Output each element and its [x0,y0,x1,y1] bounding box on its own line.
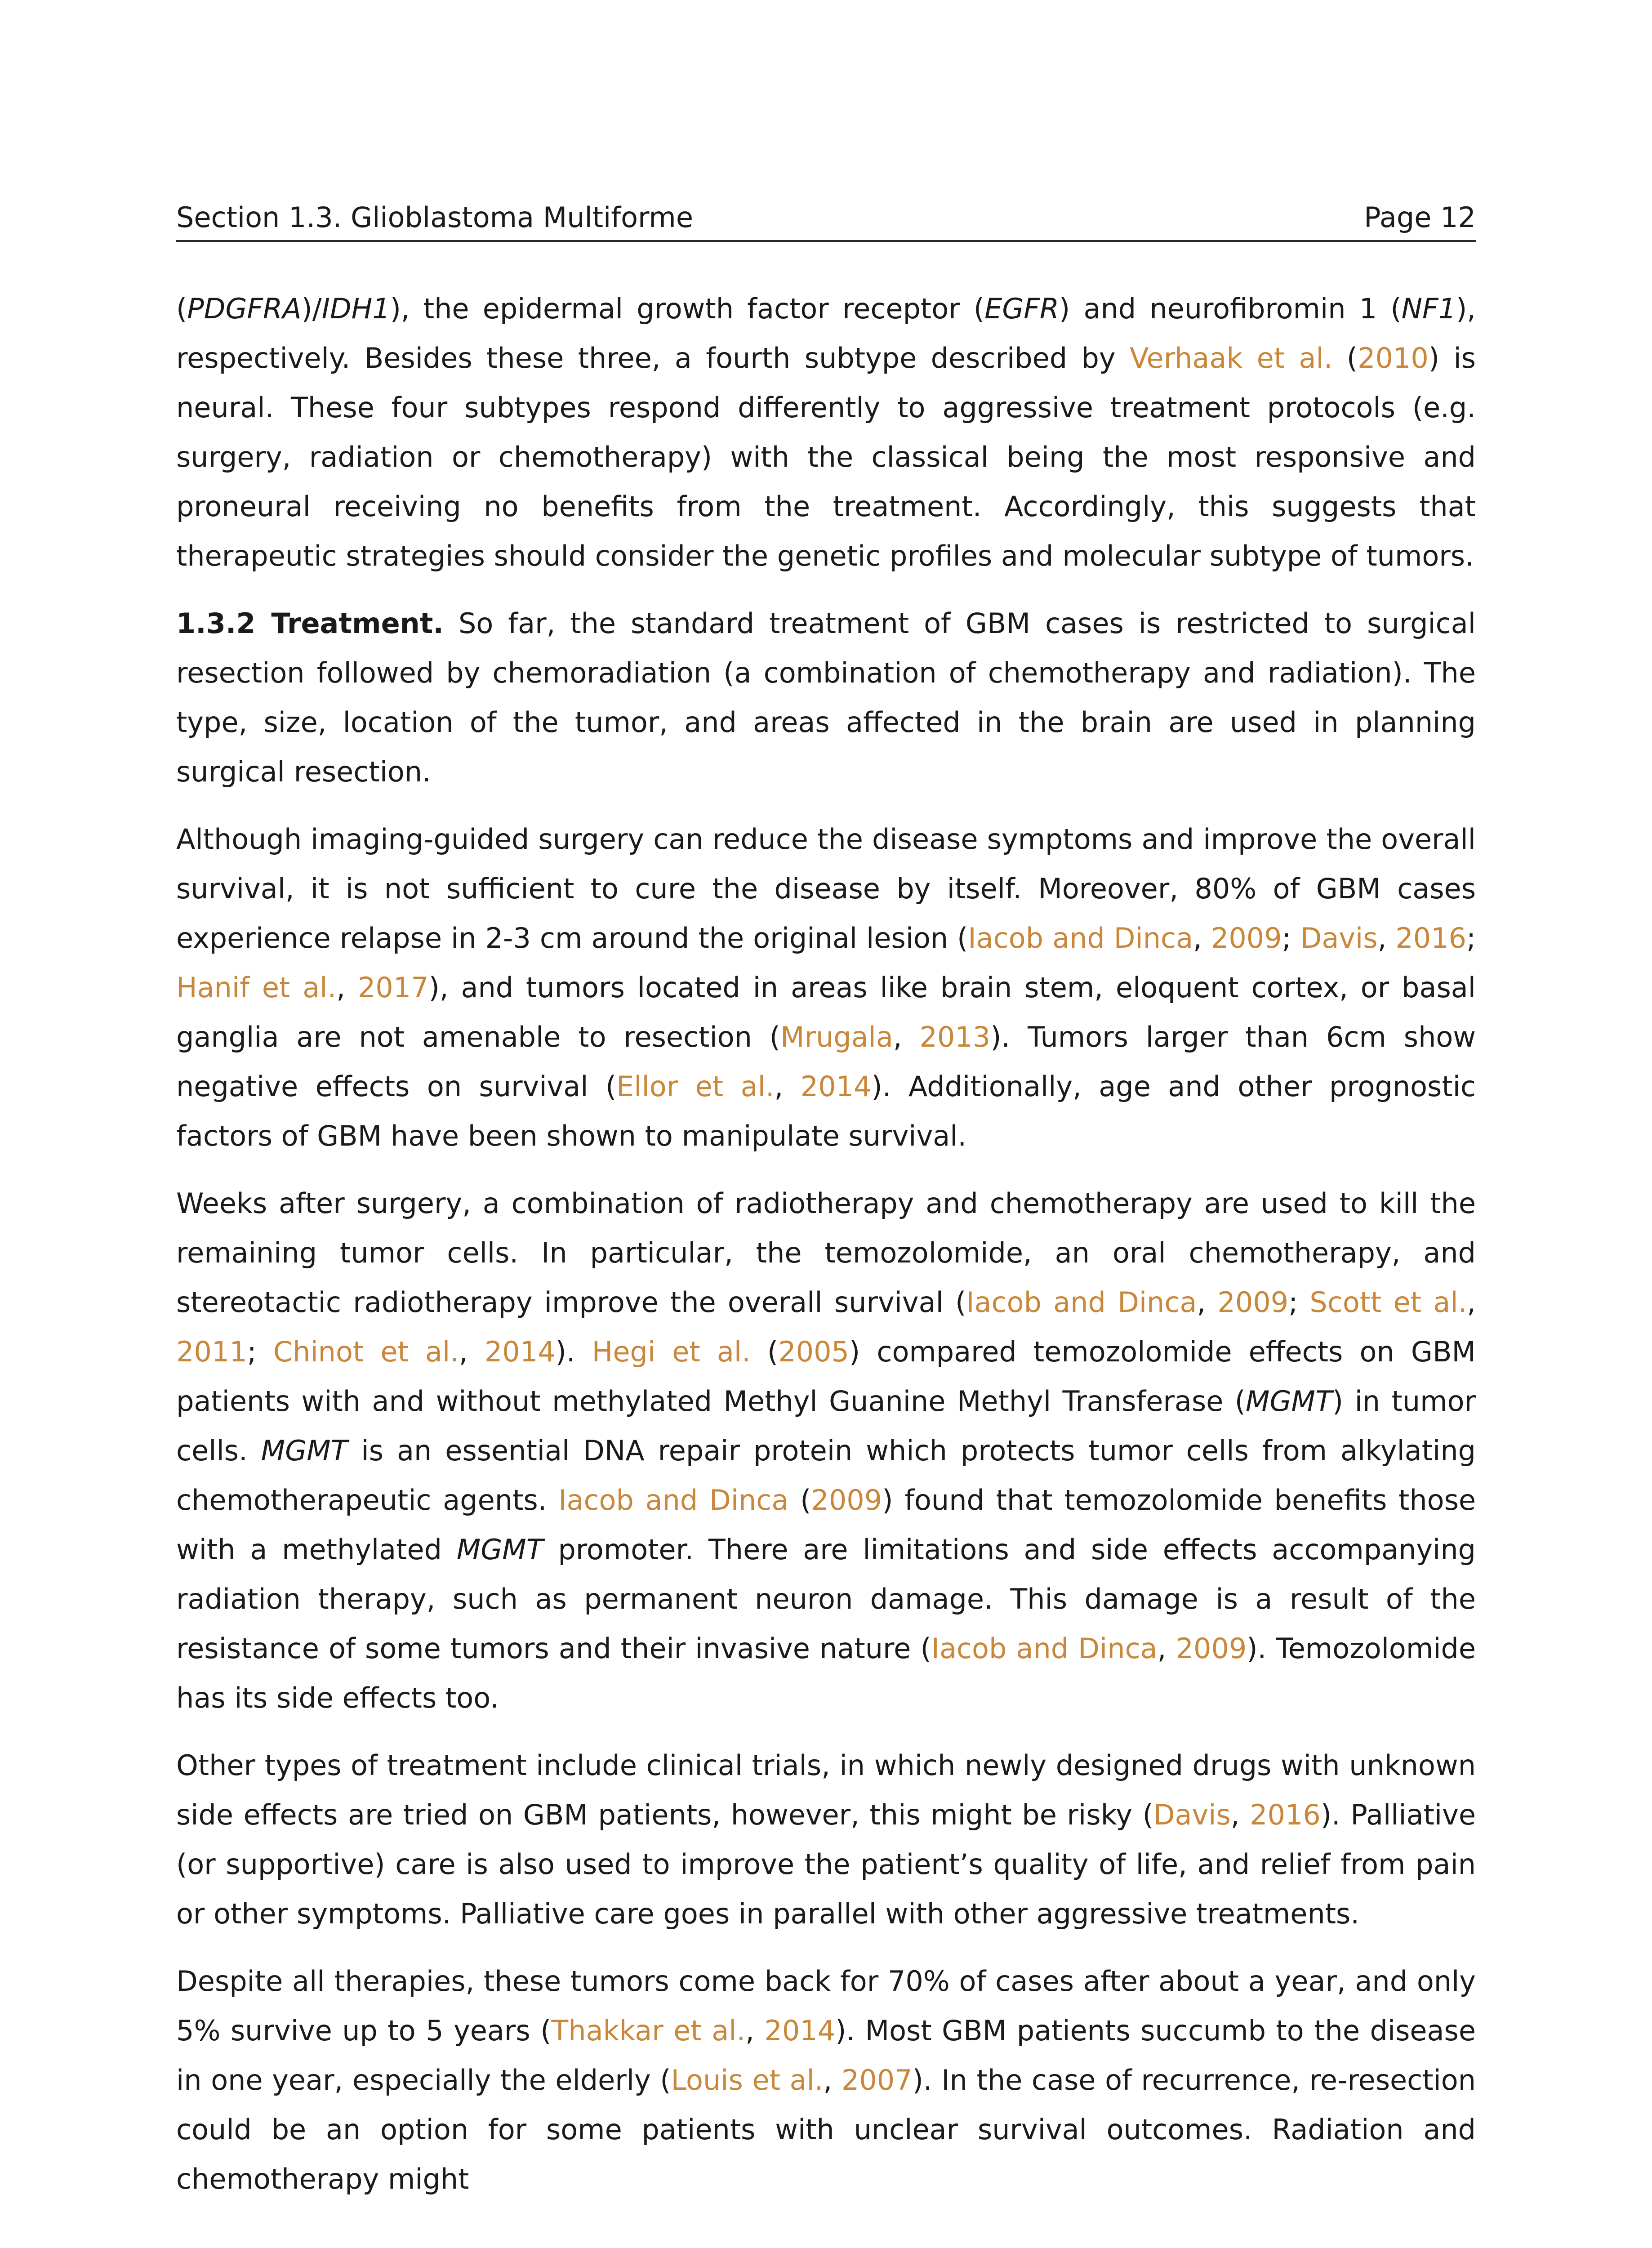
text-run: Other types of treatment include clinical trials, in which newly designed drugs with unknown side effects are tried on GBM patients, however, this might be risky ( [176,1749,1476,1831]
paragraph-6 [176,1957,1476,2204]
citation-link[interactable]: Ellor et al. [616,1070,775,1103]
citation-link[interactable]: Louis et al. [671,2064,824,2096]
citation-year-link[interactable]: 2007 [841,2064,913,2096]
gene-name: MGMT [1245,1385,1332,1418]
page-number: Page 12 [1364,201,1476,234]
paragraph-4 [176,1179,1476,1723]
text-run: , [1377,922,1396,955]
text-run: ). Tumors larger than 6cm show negative effects on survival ( [176,1021,1476,1103]
text-run: , [1157,1632,1176,1665]
text-run: ( [1332,342,1358,375]
text-run: Weeks after surgery, a combination of radiotherapy and chemotherapy are used to kill the remaining tumor cells. In particular, the temozolomide, an oral chemotherapy, and stereotactic radiotherapy improve the overall survival ( [176,1187,1476,1319]
citation-link[interactable]: Iacob and Dinca [931,1632,1158,1665]
gene-name: EGFR [984,292,1060,325]
citation-link[interactable]: Hanif et al. [176,971,337,1004]
text-run: ( [788,1484,811,1517]
text-run: ), respectively. Besides these three, a fourth subtype described by [176,292,1476,375]
text-run: Although imaging-guided surgery can reduce the disease symptoms and improve the overall survival, it is not sufficient to cure the disease by itself. Moreover, 80% of GBM cases experience relapse in 2-3 cm around the original lesion ( [176,823,1476,955]
text-run: ; [1282,922,1300,955]
text-run: is an essential DNA repair protein which protects tumor cells from alkylating chemotherapeutic agents. [176,1434,1476,1517]
text-run: , [336,971,358,1004]
text-run: ) in tumor cells. [176,1385,1476,1467]
citation-link[interactable]: Iacob and Dinca [968,922,1193,955]
text-run: ) and neurofibromin 1 ( [1059,292,1402,325]
citation-year-link[interactable]: 2014 [764,2014,836,2047]
citation-year-link[interactable]: 2014 [800,1070,872,1103]
citation-year-link[interactable]: 2017 [357,971,429,1004]
gene-name: MGMT [261,1434,348,1467]
text-run: , [459,1335,485,1368]
subsection-heading: 1.3.2 Treatment. [176,607,444,640]
gene-name: PDGFRA [187,292,302,325]
running-header [176,192,1476,242]
text-run: ). Temozolomide has its side effects too. [176,1632,1476,1714]
text-run: ). Palliative (or supportive) care is also used to improve the patient’s quality of life, and relief from pain or other symptoms. Palliative care goes in parallel with other aggressive treatments. [176,1798,1476,1930]
text-run: ) found that temozolomide benefits those with a methylated [176,1484,1476,1566]
paragraph-2 [176,599,1476,797]
citation-year-link[interactable]: 2009 [1217,1286,1289,1319]
citation-link[interactable]: Davis [1300,922,1378,955]
text-run: , [893,1021,920,1053]
text-run: Despite all therapies, these tumors come back for 70% of cases after about a year, and only 5% survive up to 5 years ( [176,1965,1476,2047]
citation-year-link[interactable]: 2016 [1250,1798,1321,1831]
text-run: , [1467,1286,1476,1319]
citation-year-link[interactable]: 2013 [919,1021,991,1053]
citation-year-link[interactable]: 2010 [1358,342,1429,375]
text-run: , [774,1070,801,1103]
text-run: )/ [301,292,322,325]
citation-year-link[interactable]: 2016 [1395,922,1467,955]
gene-name: MGMT [456,1533,543,1566]
text-run: promoter. There are limitations and side effects accompanying radiation therapy, such as permanent neuron damage. This damage is a result of the resistance of some tumors and their invasive nature ( [176,1533,1476,1665]
text-run: , [1193,922,1211,955]
text-run: ; [1288,1286,1310,1319]
text-run: ( [176,292,187,325]
text-run: , [745,2014,765,2047]
gene-name: IDH1 [321,292,390,325]
text-run: ). In the case of recurrence, re-resection could be an option for some patients with unclear survival outcomes. Radiation and chemotherapy might [176,2064,1476,2195]
section-title: Section 1.3. Glioblastoma Multiforme [176,201,693,234]
citation-link[interactable]: Mrugala [780,1021,893,1053]
citation-year-link[interactable]: 2005 [778,1335,849,1368]
text-run: ) compared temozolomide effects on GBM patients with and without methylated Methyl Guanine Methyl Transferase ( [176,1335,1476,1418]
text-run: , [1230,1798,1250,1831]
gene-name: NF1 [1401,292,1456,325]
paragraph-5 [176,1741,1476,1939]
citation-year-link[interactable]: 2009 [811,1484,882,1517]
text-run: ; [1466,922,1476,955]
text-run: , [823,2064,842,2096]
text-run: So far, the standard treatment of GBM cases is restricted to surgical resection followed by chemoradiation (a combination of chemotherapy and radiation). The type, size, location of the tumor, and areas affected in the brain are used in planning surgical resection. [176,607,1476,788]
citation-link[interactable]: Scott et al. [1309,1286,1467,1319]
citation-year-link[interactable]: 2011 [176,1335,247,1368]
citation-link[interactable]: Thakkar et al. [551,2014,746,2047]
text-run: ). Additionally, age and other prognostic factors of GBM have been shown to manipulate survival. [176,1070,1476,1152]
paragraph-1 [176,284,1476,581]
text-run: ; [247,1335,273,1368]
citation-link[interactable]: Chinot et al. [273,1335,459,1368]
text-run: , [1197,1286,1218,1319]
citation-link[interactable]: Iacob and Dinca [966,1286,1197,1319]
text-run: ), the epidermal growth factor receptor ( [390,292,985,325]
text-run: ). [555,1335,592,1368]
citation-year-link[interactable]: 2009 [1176,1632,1247,1665]
text-run: ( [750,1335,779,1368]
citation-link[interactable]: Hegi et al. [592,1335,751,1368]
citation-link[interactable]: Iacob and Dinca [558,1484,789,1517]
text-run: ) is neural. These four subtypes respond differently to aggressive treatment protocols (e.g. surgery, radiation or chemotherapy) with the classical being the most responsive and proneural receiving no benefits from the treatment. Accordingly, this suggests that therapeutic strategies should consider the genetic profiles and molecular subtype of tumors. [176,342,1476,572]
citation-link[interactable]: Verhaak et al. [1129,342,1333,375]
paragraph-3 [176,815,1476,1161]
citation-link[interactable]: Davis [1153,1798,1231,1831]
text-run: ), and tumors located in areas like brain stem, eloquent cortex, or basal ganglia are not amenable to resection ( [176,971,1476,1053]
text-run: ). Most GBM patients succumb to the disease in one year, especially the elderly ( [176,2014,1476,2096]
citation-year-link[interactable]: 2009 [1211,922,1282,955]
body-text [176,284,1476,2222]
citation-year-link[interactable]: 2014 [484,1335,556,1368]
